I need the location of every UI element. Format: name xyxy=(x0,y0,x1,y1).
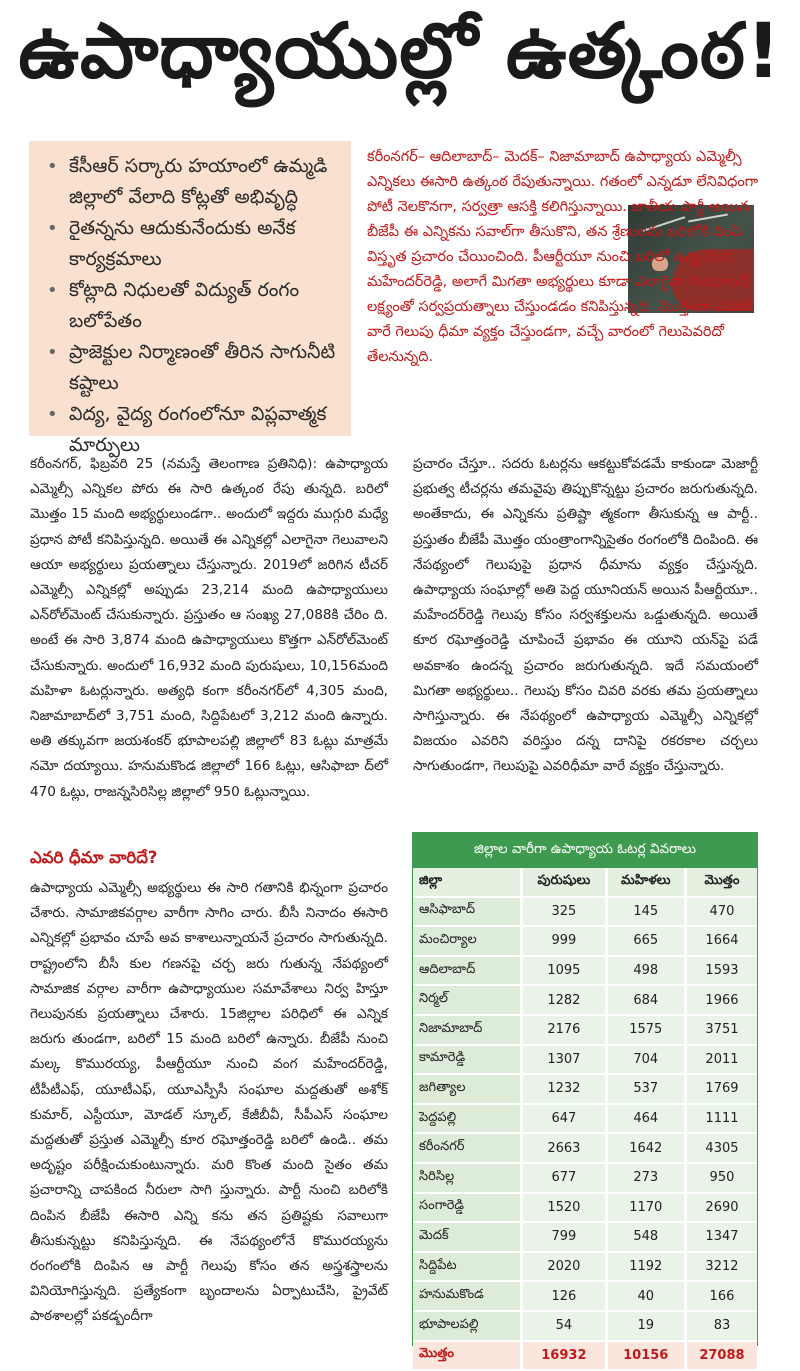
highlight-item: • రైతన్నను ఆదుకునేందుకు అనేక కార్యక్రమాలు xyxy=(43,213,341,275)
men-cell: 799 xyxy=(520,1223,604,1253)
women-cell: 10156 xyxy=(605,1342,684,1371)
table-header-row xyxy=(413,868,757,898)
total-cell: 2011 xyxy=(684,1046,757,1076)
men-cell: 2663 xyxy=(520,1134,604,1164)
intro-summary xyxy=(367,145,777,370)
total-cell: 3751 xyxy=(684,1016,757,1046)
men-cell: 1520 xyxy=(520,1194,604,1224)
district-cell: ఆదిలాబాద్ xyxy=(413,957,520,987)
district-cell: నిజామాబాద్ xyxy=(413,1016,520,1046)
women-cell: 665 xyxy=(605,927,684,957)
table-row xyxy=(413,1105,757,1135)
total-cell: 1347 xyxy=(684,1223,757,1253)
section-subheading: ఎవరి ధీమా వారిదే? xyxy=(30,848,157,871)
women-cell: 464 xyxy=(605,1105,684,1135)
women-cell: 704 xyxy=(605,1046,684,1076)
district-cell: సంగారెడ్డి xyxy=(413,1194,520,1224)
article-column-2 xyxy=(413,452,758,780)
men-cell: 126 xyxy=(520,1282,604,1312)
women-cell: 1575 xyxy=(605,1016,684,1046)
men-cell: 647 xyxy=(520,1105,604,1135)
men-cell: 2020 xyxy=(520,1253,604,1283)
headline: ఉపాధ్యాయుల్లో ఉత్కంఠ! xyxy=(0,0,800,120)
men-cell: 677 xyxy=(520,1164,604,1194)
table-row xyxy=(413,1282,757,1312)
table-row xyxy=(413,1016,757,1046)
district-cell: భూపాలపల్లి xyxy=(413,1312,520,1342)
intro-text: కరీంనగర్– ఆదిలాబాద్– మెదక్– నిజామాబాద్ ఉపాధ్యాయ ఎమ్మెల్సీ ఎన్నికలు ఈసారి ఉత్కంఠ రేపుతున్నాయి. గతంలో ఎన్నడూ లేనివిధంగా పోటీ నెలకొనగా, సర్వత్రా ఆసక్తి కలిగిస్తున్నాయి. జాతీయ పార్టీ అయిన బీజేపీ ఈ ఎన్నికను సవాల్‌గా తీసుకొని, తన శ్రేణులను బరిలోకి దింపి విస్తృత ప్రచారం చేయించింది. పీఆర్టీయూ నుంచి బరిలో ఉన్న వంగ మహేందర్‌రెడ్డి, అలాగే మిగతా అభ్యర్థులు కూడా ఎలాగైనా గెలువాలనే లక్ష్యంతో సర్వప్రయత్నాలు చేస్తుండడం కనిపిస్తున్నది. మొత్తంగా ఎవరికి వారే గెలుపు ధీమా వ్యక్తం చేస్తుండగా, వచ్చే వారంలో గెలుపెవరిదో తేలనున్నది. xyxy=(367,145,777,370)
total-cell: 1111 xyxy=(684,1105,757,1135)
table-row xyxy=(413,1046,757,1076)
district-cell: మంచిర్యాల xyxy=(413,927,520,957)
men-cell: 1307 xyxy=(520,1046,604,1076)
table-row xyxy=(413,1194,757,1224)
table-row xyxy=(413,927,757,957)
highlight-item: • విద్య, వైద్య రంగంలోనూ విప్లవాత్మక మార్పులు xyxy=(43,399,341,461)
article-column-1 xyxy=(30,452,388,805)
table-row xyxy=(413,1312,757,1342)
district-cell: మెదక్ xyxy=(413,1223,520,1253)
men-cell: 1282 xyxy=(520,986,604,1016)
total-cell: 1593 xyxy=(684,957,757,987)
total-cell: 166 xyxy=(684,1282,757,1312)
table-row xyxy=(413,986,757,1016)
district-cell: కరీంనగర్ xyxy=(413,1134,520,1164)
highlight-item: • ప్రాజెక్టుల నిర్మాణంతో తీరిన సాగునీటి కష్టాలు xyxy=(43,337,341,399)
article-column-3 xyxy=(30,876,388,1330)
district-cell: ఆసిఫాబాద్ xyxy=(413,898,520,928)
women-cell: 498 xyxy=(605,957,684,987)
table-row xyxy=(413,1253,757,1283)
women-cell: 273 xyxy=(605,1164,684,1194)
voters-table xyxy=(412,832,758,1346)
header-total: మొత్తం xyxy=(684,868,757,898)
men-cell: 999 xyxy=(520,927,604,957)
article-paragraph: కరీంనగర్, ఫిబ్రవరి 25 (నమస్తే తెలంగాణ ప్రతినిధి): ఉపాధ్యాయ ఎమ్మెల్సీ ఎన్నికల పోరు ఈ సారి ఉత్కంఠ రేపు తున్నది. బరిలో మొత్తం 15 మంది అభ్యర్థులుండగా.. అందులో ఇద్దరు ముగ్గురి మధ్యే ప్రధాన పోటీ కనిపిస్తున్నది. అయితే ఈ ఎన్నికల్లో ఎలాగైనా గెలువాలని ఆయా అభ్యర్థులు ప్రయత్నాలు చేస్తున్నారు. 2019లో జరిగిన టీచర్ ఎమ్మెల్సీ ఎన్నికల్లో అప్పుడు 23,214 మంది ఉపాధ్యాయులు ఎన్‌రోల్‌మెంట్ చేసుకున్నారు. ప్రస్తుతం ఆ సంఖ్య 27,088కి చేరిం ది. అంటే ఈ సారి 3,874 మంది ఉపాధ్యాయులు కొత్తగా ఎన్‌రోల్‌మెంట్ చేసుకున్నారు. అందులో 16,932 మంది పురుషులు, 10,156మంది మహిళా ఓటర్లున్నారు. అత్యధి కంగా కరీంనగర్‌లో 4,305 మంది, నిజామాబాద్‌లో 3,751 మంది, సిద్దిపేటలో 3,212 మంది ఉన్నారు. అతి తక్కువగా జయశంకర్ భూపాలపల్లి జిల్లాలో 83 ఓట్లు మాత్రమే నమో దయ్యాయి. హనుమకొండ జిల్లాలో 166 ఓట్లు, ఆసిఫాబా ద్‌లో 470 ఓట్లు, రాజన్నసిరిసిల్ల జిల్లాలో 950 ఓట్లున్నాయి. xyxy=(30,452,388,805)
highlights-box xyxy=(29,141,351,436)
header-women: మహిళలు xyxy=(605,868,684,898)
women-cell: 1192 xyxy=(605,1253,684,1283)
article-paragraph: ఉపాధ్యాయ ఎమ్మెల్సీ అభ్యర్థులు ఈ సారి గతానికి భిన్నంగా ప్రచారం చేశారు. సామాజికవర్గాల వారీగా సాగిం చారు. బీసీ నినాదం ఈసారి ఎన్నికల్లో ప్రభావం చూపే అవ కాశాలున్నాయనే ప్రచారం సాగుతున్నది. రాష్ట్రంలోని బీసీ కుల గణనపై చర్చ జరు గుతున్న నేపథ్యంలో సామాజిక వర్గాల వారీగా ఉపాధ్యాయుల సమావేశాలు నిర్వ హిస్తూ గెలుపునకు ప్రయత్నాలు చేశారు. 15జిల్లాల పరిధిలో ఈ ఎన్నిక జరుగు తుండగా, బరిలో 15 మంది బరిలో ఉన్నారు. బీజేపీ నుంచి మల్క కొమురయ్య, పీఆర్టీయూ నుంచి వంగ మహేందర్‌రెడ్డి, టీపీటీఎఫ్, యూటీఎఫ్, యూఎస్పీసీ సంఘాల మద్దతుతో అశోక్ కుమార్, ఎస్టీయూ, మోడల్ స్కూల్, కేజీబీవీ, సీపీఎస్ సంఘాల మద్దతుతో ప్రస్తుత ఎమ్మెల్సీ కూర రఘోత్తంరెడ్డి బరిలో ఉండి.. తమ అదృష్టం పరీక్షించుకుంటున్నారు. మరి కొంత మంది సైతం తమ ప్రచారాన్ని చాపకింద నీరులా సాగి స్తున్నారు. పార్టీ నుంచి బరిలోకి దింపిన బీజేపీ ఈసారి ఎన్ని కను తన ప్రతిష్టకు సవాలుగా తీసుకున్నట్టు కనిపిస్తున్నది. ఈ నేపథ్యంలోనే కొమురయ్యను రంగంలోకి దింపిన ఆ పార్టీ గెలుపు కోసం తన అస్త్రశస్త్రాలను వినియోగిస్తున్నది. ప్రత్యేకంగా బృందాలను ఏర్పాటుచేసి, ప్రైవేట్ పాఠశాలల్లో పకడ్బందీగా xyxy=(30,876,388,1330)
total-cell: 1664 xyxy=(684,927,757,957)
men-cell: 1095 xyxy=(520,957,604,987)
header-men: పురుషులు xyxy=(520,868,604,898)
women-cell: 548 xyxy=(605,1223,684,1253)
men-cell: 16932 xyxy=(520,1342,604,1371)
women-cell: 1170 xyxy=(605,1194,684,1224)
district-cell: హనుమకొండ xyxy=(413,1282,520,1312)
table-row xyxy=(413,957,757,987)
women-cell: 19 xyxy=(605,1312,684,1342)
women-cell: 40 xyxy=(605,1282,684,1312)
table-row xyxy=(413,898,757,928)
district-cell: కామారెడ్డి xyxy=(413,1046,520,1076)
total-cell: 1966 xyxy=(684,986,757,1016)
women-cell: 145 xyxy=(605,898,684,928)
total-cell: 27088 xyxy=(684,1342,757,1371)
total-cell: 470 xyxy=(684,898,757,928)
district-cell: సిరిసిల్ల xyxy=(413,1164,520,1194)
men-cell: 325 xyxy=(520,898,604,928)
district-cell: మొత్తం xyxy=(413,1342,520,1371)
total-cell: 4305 xyxy=(684,1134,757,1164)
table-row xyxy=(413,1075,757,1105)
men-cell: 54 xyxy=(520,1312,604,1342)
total-cell: 3212 xyxy=(684,1253,757,1283)
highlight-item: • కోట్లాది నిధులతో విద్యుత్ రంగం బలోపేతం xyxy=(43,275,341,337)
table-row xyxy=(413,1164,757,1194)
header-district: జిల్లా xyxy=(413,868,520,898)
women-cell: 537 xyxy=(605,1075,684,1105)
article-paragraph: ప్రచారం చేస్తూ.. సదరు ఓటర్లను ఆకట్టుకోవడమే కాకుండా మెజార్టీ ప్రభుత్వ టీచర్లను తమవైపు తిప్పుకొన్నట్టు ప్రచారం జరుగుతున్నది. అంతేకాదు, ఈ ఎన్నికను ప్రతిష్టా త్మకంగా తీసుకున్న ఆ పార్టీ.. ప్రస్తుతం బీజేపీ మొత్తం యంత్రాంగాన్నిసైతం రంగంలోకి దింపింది. ఈ నేపథ్యంలో గెలుపుపై ప్రధాన ధీమాను వ్యక్తం చేస్తున్నది. ఉపాధ్యాయ సంఘాల్లో అతి పెద్ద యూనియన్ అయిన పీఆర్టీయూ.. మహేందర్‌రెడ్డి గెలుపు కోసం సర్వశక్తులను ఒడ్డుతున్నది. అయితే కూర రఘోత్తంరెడ్డి చూపించే ప్రభావం ఈ యూని యన్‌పై పడే అవకాశం ఉందన్న ప్రచారం జరుగుతున్నది. ఇదే సమయంలో మిగతా అభ్యర్థులు.. గెలుపు కోసం చివరి వరకు తమ ప్రయత్నాలు సాగిస్తున్నారు. ఈ నేపథ్యంలో ఉపాధ్యాయ ఎమ్మెల్సీ ఎన్నికల్లో విజయం ఎవరిని వరిస్తుం దన్న దానిపై రకరకాల చర్చలు సాగుతుండగా, గెలుపుపై ఎవరిధీమా వారే వ్యక్తం చేస్తున్నారు. xyxy=(413,452,758,780)
district-cell: జగిత్యాల xyxy=(413,1075,520,1105)
district-cell: పెద్దపల్లి xyxy=(413,1105,520,1135)
district-cell: సిద్దిపేట xyxy=(413,1253,520,1283)
total-cell: 2690 xyxy=(684,1194,757,1224)
table-row xyxy=(413,1134,757,1164)
district-cell: నిర్మల్ xyxy=(413,986,520,1016)
total-cell: 1769 xyxy=(684,1075,757,1105)
highlight-item: • కేసీఆర్ సర్కారు హయాంలో ఉమ్మడి జిల్లాలో వేలాది కోట్లతో అభివృద్ధి xyxy=(43,151,341,213)
men-cell: 1232 xyxy=(520,1075,604,1105)
total-cell: 950 xyxy=(684,1164,757,1194)
total-cell: 83 xyxy=(684,1312,757,1342)
women-cell: 684 xyxy=(605,986,684,1016)
men-cell: 2176 xyxy=(520,1016,604,1046)
table-row xyxy=(413,1223,757,1253)
table-title: జిల్లాల వారీగా ఉపాధ్యాయ ఓటర్ల వివరాలు xyxy=(413,833,757,868)
women-cell: 1642 xyxy=(605,1134,684,1164)
